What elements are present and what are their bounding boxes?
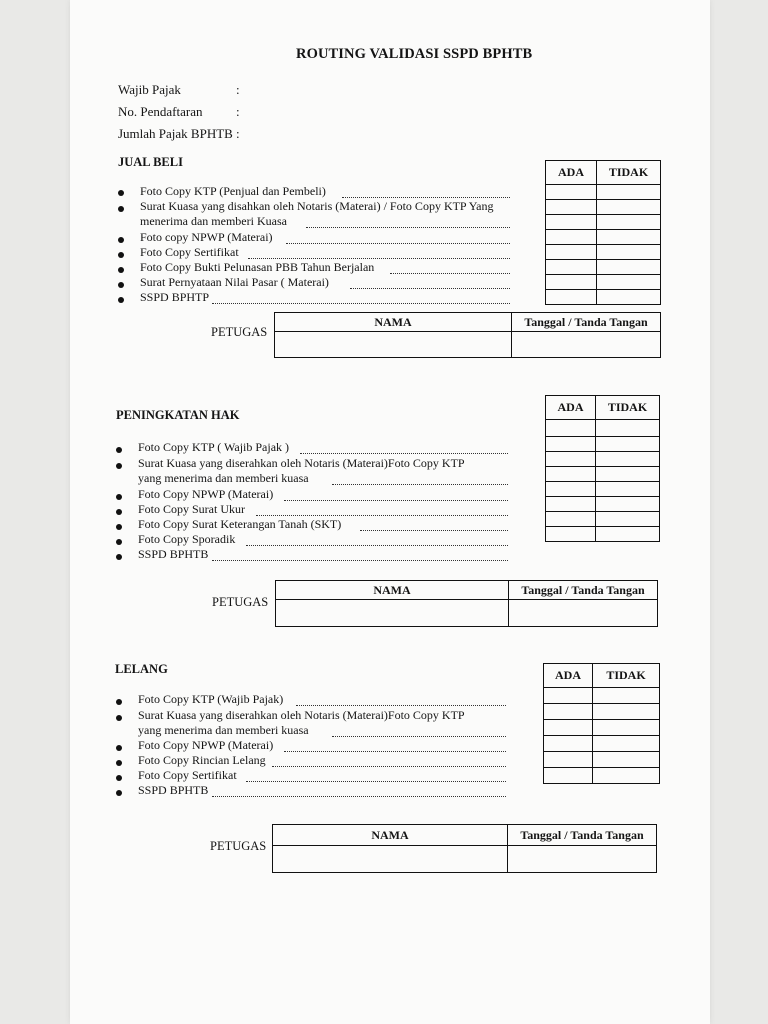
check-cell[interactable] (546, 245, 597, 260)
check-cell[interactable] (546, 437, 596, 452)
list-item: Foto Copy Surat Keterangan Tanah (SKT) (138, 517, 342, 531)
bullet-icon (118, 252, 124, 258)
check-cell[interactable] (596, 482, 660, 497)
dotted-leader (212, 796, 506, 797)
check-cell[interactable] (546, 215, 597, 230)
list-item: yang menerima dan memberi kuasa (138, 471, 309, 485)
check-cell[interactable] (546, 275, 597, 290)
list-item: Foto Copy Surat Ukur (138, 502, 246, 516)
dotted-leader (350, 288, 510, 289)
bullet-icon (116, 524, 122, 530)
column-header-tanggal: Tanggal / Tanda Tangan (509, 581, 658, 600)
bullet-icon (116, 790, 122, 796)
check-cell[interactable] (544, 720, 593, 736)
check-cell[interactable] (544, 688, 593, 704)
column-header-ada: ADA (544, 664, 593, 688)
field-colon: : (236, 104, 240, 119)
column-header-tanggal: Tanggal / Tanda Tangan (512, 313, 661, 332)
check-cell[interactable] (546, 497, 596, 512)
petugas-table-peningkatan-hak (275, 580, 658, 627)
dotted-leader (332, 484, 508, 485)
list-item: SSPD BPHTP (140, 290, 210, 304)
bullet-icon (116, 509, 122, 515)
bullet-icon (118, 267, 124, 273)
check-cell[interactable] (596, 467, 660, 482)
list-item: SSPD BPHTB (138, 783, 209, 797)
check-cell[interactable] (597, 200, 661, 215)
column-header-nama: NAMA (275, 313, 512, 332)
check-cell[interactable] (593, 704, 660, 720)
check-cell[interactable] (546, 452, 596, 467)
list-item: Surat Kuasa yang diserahkan oleh Notaris (Materai)Foto Copy KTP (138, 456, 465, 470)
list-item: Foto Copy KTP (Wajib Pajak) (138, 692, 284, 706)
dotted-leader (284, 751, 506, 752)
check-cell[interactable] (544, 768, 593, 784)
section-title-jual-beli: JUAL BELI (118, 155, 183, 169)
signature-field[interactable] (509, 600, 658, 627)
bullet-icon (116, 463, 122, 469)
check-cell[interactable] (597, 275, 661, 290)
dotted-leader (246, 545, 508, 546)
bullet-icon (116, 760, 122, 766)
column-header-nama: NAMA (276, 581, 509, 600)
field-colon: : (236, 126, 240, 141)
check-cell[interactable] (593, 752, 660, 768)
nama-field[interactable] (273, 846, 508, 873)
petugas-label: PETUGAS (211, 325, 268, 339)
check-cell[interactable] (596, 437, 660, 452)
check-cell[interactable] (597, 290, 661, 305)
list-item: Foto Copy Sporadik (138, 532, 236, 546)
dotted-leader (390, 273, 510, 274)
signature-field[interactable] (508, 846, 657, 873)
check-cell[interactable] (596, 497, 660, 512)
column-header-tidak: TIDAK (596, 396, 660, 420)
check-cell[interactable] (597, 185, 661, 200)
list-item: Foto Copy Bukti Pelunasan PBB Tahun Berjalan (140, 260, 375, 274)
check-cell[interactable] (546, 527, 596, 542)
bullet-icon (116, 699, 122, 705)
checklist-table-lelang (543, 663, 660, 784)
column-header-tanggal: Tanggal / Tanda Tangan (508, 825, 657, 846)
petugas-table-lelang (272, 824, 657, 873)
list-item: Surat Kuasa yang diserahkan oleh Notaris (Materai)Foto Copy KTP (138, 708, 465, 722)
nama-field[interactable] (275, 332, 512, 358)
bullet-icon (118, 206, 124, 212)
petugas-label: PETUGAS (210, 839, 267, 853)
bullet-icon (116, 494, 122, 500)
dotted-leader (248, 258, 510, 259)
field-label-no-pendaftaran: No. Pendaftaran (118, 104, 203, 119)
field-colon: : (236, 82, 240, 97)
checklist-table-peningkatan-hak (545, 395, 660, 542)
check-cell[interactable] (596, 512, 660, 527)
dotted-leader (284, 500, 508, 501)
bullet-icon (116, 775, 122, 781)
list-item: Surat Pernyataan Nilai Pasar ( Materai) (140, 275, 329, 289)
list-item: Foto copy NPWP (Materai) (140, 230, 273, 244)
dotted-leader (296, 705, 506, 706)
bullet-icon (118, 297, 124, 303)
dotted-leader (212, 303, 510, 304)
bullet-icon (116, 447, 122, 453)
list-item: Foto Copy NPWP (Materai) (138, 487, 274, 501)
check-cell[interactable] (544, 704, 593, 720)
dotted-leader (306, 227, 510, 228)
bullet-icon (116, 715, 122, 721)
document-title: ROUTING VALIDASI SSPD BPHTB (296, 46, 533, 62)
dotted-leader (246, 781, 506, 782)
check-cell[interactable] (597, 230, 661, 245)
column-header-ada: ADA (546, 161, 597, 185)
bullet-icon (116, 554, 122, 560)
list-item: SSPD BPHTB (138, 547, 209, 561)
dotted-leader (342, 197, 510, 198)
check-cell[interactable] (546, 482, 596, 497)
check-cell[interactable] (597, 245, 661, 260)
check-cell[interactable] (546, 200, 597, 215)
check-cell[interactable] (593, 688, 660, 704)
check-cell[interactable] (596, 420, 660, 437)
check-cell[interactable] (596, 452, 660, 467)
checklist-table-jual-beli (545, 160, 661, 305)
check-cell[interactable] (544, 736, 593, 752)
list-item: Foto Copy NPWP (Materai) (138, 738, 274, 752)
list-item: Foto Copy KTP (Penjual dan Pembeli) (140, 184, 326, 198)
check-cell[interactable] (596, 527, 660, 542)
section-title-peningkatan-hak: PENINGKATAN HAK (116, 408, 240, 422)
dotted-leader (300, 453, 508, 454)
check-cell[interactable] (546, 290, 597, 305)
list-item: Foto Copy Rincian Lelang (138, 753, 266, 767)
dotted-leader (332, 736, 506, 737)
petugas-table-jual-beli (274, 312, 661, 358)
field-label-jumlah-pajak: Jumlah Pajak BPHTB (118, 126, 233, 141)
signature-field[interactable] (512, 332, 661, 358)
check-cell[interactable] (546, 230, 597, 245)
list-item: Foto Copy Sertifikat (140, 245, 239, 259)
column-header-tidak: TIDAK (597, 161, 661, 185)
check-cell[interactable] (546, 260, 597, 275)
check-cell[interactable] (546, 420, 596, 437)
bullet-icon (118, 282, 124, 288)
dotted-leader (360, 530, 508, 531)
column-header-ada: ADA (546, 396, 596, 420)
column-header-nama: NAMA (273, 825, 508, 846)
check-cell[interactable] (593, 768, 660, 784)
dotted-leader (272, 766, 506, 767)
check-cell[interactable] (597, 215, 661, 230)
bullet-icon (118, 190, 124, 196)
nama-field[interactable] (276, 600, 509, 627)
list-item: Foto Copy Sertifikat (138, 768, 237, 782)
check-cell[interactable] (546, 512, 596, 527)
bullet-icon (118, 237, 124, 243)
list-item: menerima dan memberi Kuasa (140, 214, 287, 228)
check-cell[interactable] (593, 720, 660, 736)
petugas-label: PETUGAS (212, 595, 269, 609)
section-title-lelang: LELANG (115, 662, 168, 676)
list-item: yang menerima dan memberi kuasa (138, 723, 309, 737)
check-cell[interactable] (593, 736, 660, 752)
check-cell[interactable] (544, 752, 593, 768)
check-cell[interactable] (546, 185, 597, 200)
check-cell[interactable] (597, 260, 661, 275)
dotted-leader (286, 243, 510, 244)
bullet-icon (116, 539, 122, 545)
dotted-leader (256, 515, 508, 516)
field-label-wajib-pajak: Wajib Pajak (118, 82, 181, 97)
bullet-icon (116, 745, 122, 751)
dotted-leader (212, 560, 508, 561)
list-item: Foto Copy KTP ( Wajib Pajak ) (138, 440, 290, 454)
column-header-tidak: TIDAK (593, 664, 660, 688)
check-cell[interactable] (546, 467, 596, 482)
list-item: Surat Kuasa yang disahkan oleh Notaris (Materai) / Foto Copy KTP Yang (140, 199, 494, 213)
